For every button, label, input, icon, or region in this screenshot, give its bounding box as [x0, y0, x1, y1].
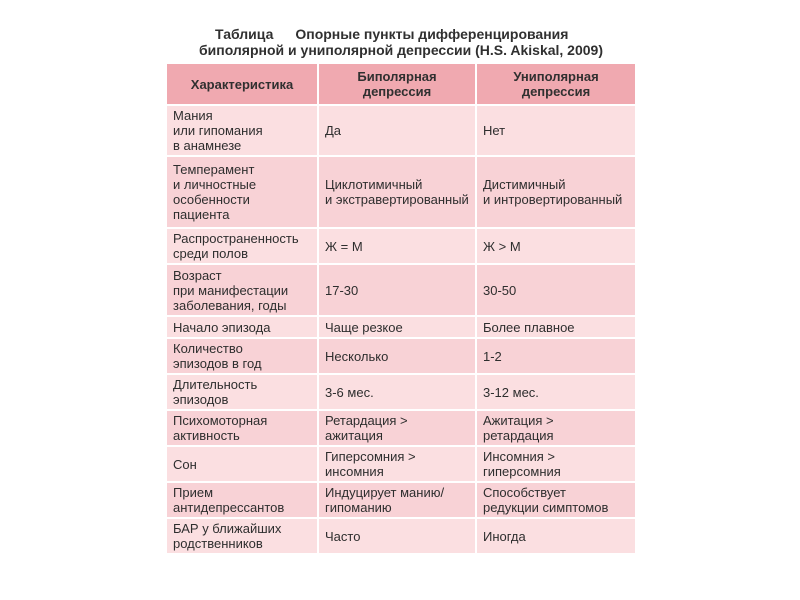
cell-bipolar: Индуцирует манию/ гипоманию: [318, 482, 476, 518]
cell-characteristic: Прием антидепрессантов: [166, 482, 318, 518]
cell-characteristic: Длительность эпизодов: [166, 374, 318, 410]
cell-characteristic: БАР у ближайших родственников: [166, 518, 318, 554]
cell-unipolar: 3-12 мес.: [476, 374, 636, 410]
table-row: [166, 374, 636, 410]
table-row: [166, 264, 636, 316]
cell-unipolar: Иногда: [476, 518, 636, 554]
cell-characteristic: Темперамент и личностные особенности пациента: [166, 156, 318, 228]
cell-characteristic: Начало эпизода: [166, 316, 318, 338]
caption-title-line-1: Опорные пункты дифференцирования: [295, 26, 569, 42]
header-characteristic: Характеристика: [166, 63, 318, 105]
cell-unipolar: Более плавное: [476, 316, 636, 338]
header-bipolar: Биполярная депрессия: [318, 63, 476, 105]
table-header-row: [166, 63, 636, 105]
table-row: [166, 338, 636, 374]
cell-bipolar: Циклотимичный и экстравертированный: [318, 156, 476, 228]
caption-title-line-2: биполярной и униполярной депрессии (H.S. Akiskal, 2009): [199, 42, 603, 58]
cell-unipolar: Ажитация > ретардация: [476, 410, 636, 446]
cell-unipolar: 30-50: [476, 264, 636, 316]
header-unipolar: Униполярная депрессия: [476, 63, 636, 105]
cell-characteristic: Психомоторная активность: [166, 410, 318, 446]
cell-bipolar: 17-30: [318, 264, 476, 316]
table-caption: [165, 26, 635, 58]
comparison-table: [165, 62, 637, 555]
table-row: [166, 316, 636, 338]
cell-bipolar: 3-6 мес.: [318, 374, 476, 410]
cell-characteristic: Мания или гипомания в анамнезе: [166, 105, 318, 156]
cell-bipolar: Да: [318, 105, 476, 156]
cell-unipolar: Дистимичный и интровертированный: [476, 156, 636, 228]
cell-bipolar: Несколько: [318, 338, 476, 374]
table-row: [166, 446, 636, 482]
cell-unipolar: Инсомния > гиперсомния: [476, 446, 636, 482]
table-body: [166, 105, 636, 554]
table-row: [166, 518, 636, 554]
cell-unipolar: 1-2: [476, 338, 636, 374]
cell-characteristic: Количество эпизодов в год: [166, 338, 318, 374]
cell-unipolar: Нет: [476, 105, 636, 156]
caption-line-1: [165, 26, 635, 42]
table-row: [166, 156, 636, 228]
table-row: [166, 228, 636, 264]
table-row: [166, 482, 636, 518]
cell-bipolar: Ретардация > ажитация: [318, 410, 476, 446]
cell-unipolar: Способствует редукции симптомов: [476, 482, 636, 518]
table-row: [166, 410, 636, 446]
cell-bipolar: Гиперсомния > инсомния: [318, 446, 476, 482]
caption-label: Таблица: [215, 26, 274, 42]
cell-unipolar: Ж > М: [476, 228, 636, 264]
cell-bipolar: Чаще резкое: [318, 316, 476, 338]
cell-bipolar: Часто: [318, 518, 476, 554]
cell-characteristic: Сон: [166, 446, 318, 482]
cell-characteristic: Возраст при манифестации заболевания, годы: [166, 264, 318, 316]
cell-bipolar: Ж = М: [318, 228, 476, 264]
cell-characteristic: Распространенность среди полов: [166, 228, 318, 264]
table-row: [166, 105, 636, 156]
